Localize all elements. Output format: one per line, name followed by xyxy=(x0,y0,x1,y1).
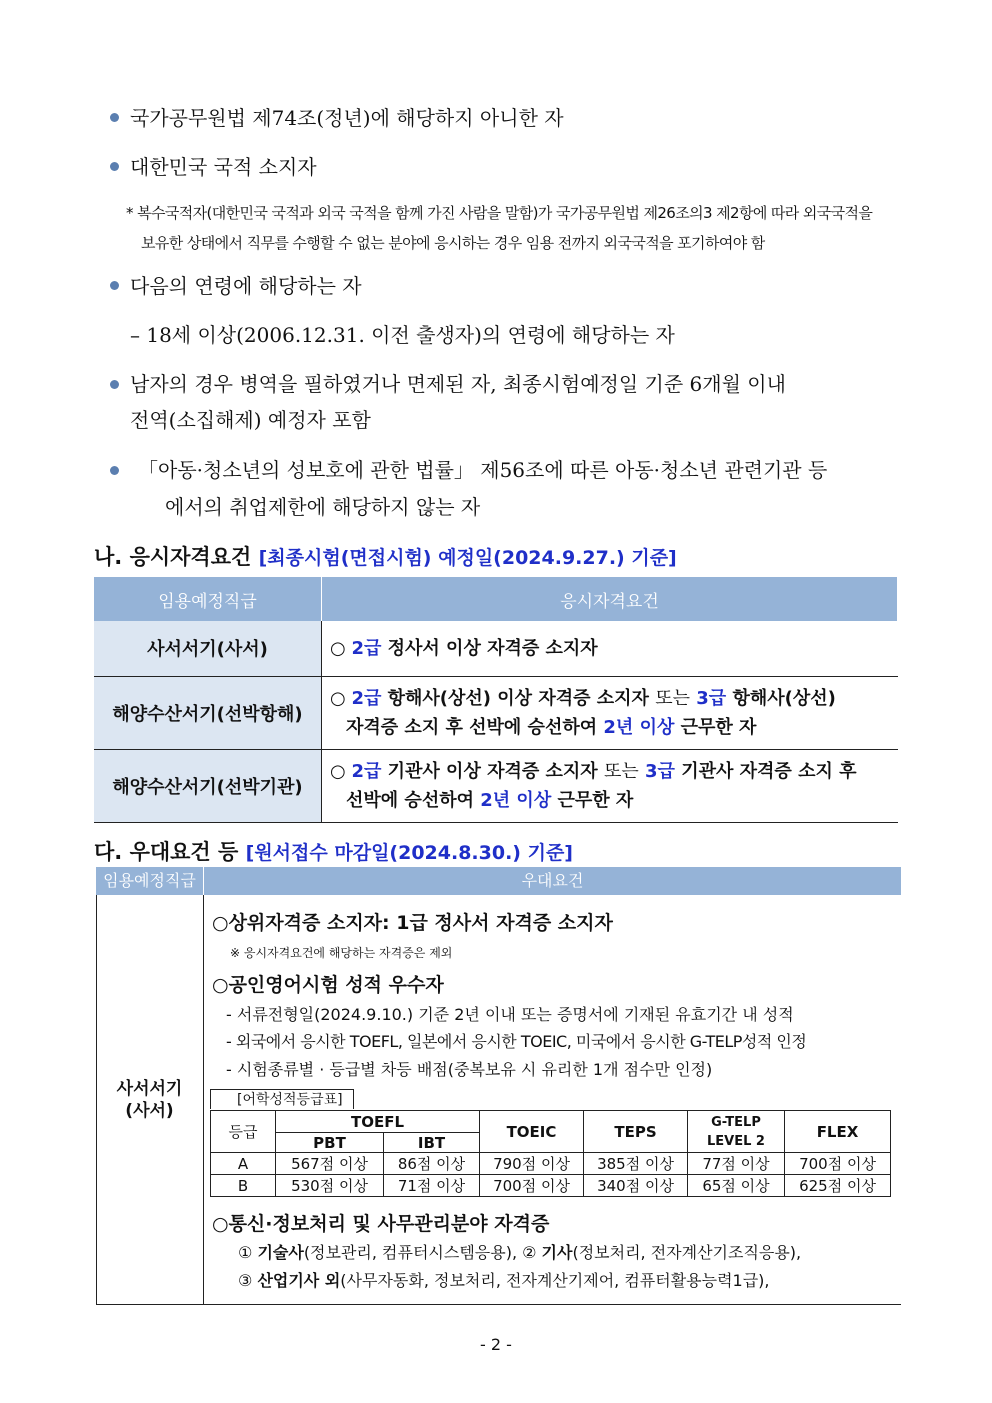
section-na-basis: [최종시험(면접시험) 예정일(2024.9.27.) 기준] xyxy=(258,547,677,569)
pref-it-line1: ① 기술사(정보관리, 컴퓨터시스템응용), ② 기사(정보처리, 전자계산기조직응용), xyxy=(238,1243,802,1262)
bullet-dot xyxy=(110,466,119,475)
bullet-retirement: 국가공무원법 제74조(정년)에 해당하지 아니한 자 xyxy=(130,106,564,130)
pref-english-line3: - 시험종류별 · 등급별 차등 배점(중복보유 시 유리한 1개 점수만 인정) xyxy=(226,1060,713,1079)
pref-grade: 사서서기 (사서) xyxy=(116,1079,183,1121)
pref-item-it-license: ○통신·정보처리 및 사무관리분야 자격증 xyxy=(212,1213,550,1235)
bullet-child-line1: 「아동·청소년의 성보호에 관한 법률」 제56조에 따른 아동·청소년 관련기관 등 xyxy=(138,458,828,482)
pref-header-grade: 임용예정직급 xyxy=(96,867,204,895)
qual-req-navigation: ○ 2급 항해사(상선) 이상 자격증 소지자 또는 3급 항해사(상선) 자격증 소지 후 선박에 승선하여 2년 이상 근무한 자 xyxy=(322,676,898,749)
score-header-ibt: IBT xyxy=(384,1133,480,1153)
score-header-gtelp: G-TELP LEVEL 2 xyxy=(688,1111,785,1153)
bullet-dot xyxy=(110,162,119,171)
section-na-title: 나. 응시자격요건 xyxy=(94,545,252,569)
score-row-b: B 530점 이상 71점 이상 700점 이상 340점 이상 65점 이상 625점 이상 xyxy=(211,1175,891,1197)
score-header-teps: TEPS xyxy=(584,1111,688,1153)
pref-item-english: ○공인영어시험 성적 우수자 xyxy=(212,974,444,996)
age-requirement: – 18세 이상(2006.12.31. 이전 출생자)의 연령에 해당하는 자 xyxy=(130,323,675,347)
bullet-dot xyxy=(110,113,119,122)
score-row-a: A 567점 이상 86점 이상 790점 이상 385점 이상 77점 이상 700점 이상 xyxy=(211,1153,891,1175)
qual-req-engine: ○ 2급 기관사 이상 자격증 소지자 또는 3급 기관사 자격증 소지 후 선박에 승선하여 2년 이상 근무한 자 xyxy=(322,749,898,822)
qualification-table xyxy=(94,577,898,823)
bullet-dot xyxy=(110,281,119,290)
score-header-toeic: TOEIC xyxy=(480,1111,584,1153)
score-header-toefl: TOEFL xyxy=(276,1111,480,1133)
qual-header-grade: 임용예정직급 xyxy=(94,577,322,621)
bullet-child-line2: 에서의 취업제한에 해당하지 않는 자 xyxy=(165,495,481,519)
bullet-nationality: 대한민국 국적 소지자 xyxy=(130,155,317,179)
pref-english-line1: - 서류전형일(2024.9.10.) 기준 2년 이내 또는 증명서에 기재된 유효기간 내 성적 xyxy=(226,1005,794,1024)
section-da-basis: [원서접수 마감일(2024.8.30.) 기준] xyxy=(245,842,573,864)
nationality-note-line1: * 복수국적자(대한민국 국적과 외국 국적을 함께 가진 사람을 말함)가 국가공무원법 제26조의3 제2항에 따라 외국국적을 xyxy=(126,204,873,222)
page-number: - 2 - xyxy=(480,1335,512,1354)
nationality-note-line2: 보유한 상태에서 직무를 수행할 수 없는 분야에 응시하는 경우 임용 전까지 외국국적을 포기하여야 함 xyxy=(141,234,765,252)
pref-item-license: ○상위자격증 소지자: 1급 정사서 자격증 소지자 xyxy=(212,912,613,934)
pref-table-header xyxy=(96,867,901,895)
qual-header-requirement: 응시자격요건 xyxy=(322,577,898,621)
score-header-pbt: PBT xyxy=(276,1133,384,1153)
bullet-military-line2: 전역(소집해제) 예정자 포함 xyxy=(130,408,371,432)
score-header-flex: FLEX xyxy=(785,1111,891,1153)
qual-grade-navigation: 해양수산서기(선박항해) xyxy=(94,676,322,749)
qual-grade-engine: 해양수산서기(선박기관) xyxy=(94,749,322,822)
section-na-heading xyxy=(94,541,677,571)
pref-table-divider xyxy=(203,895,204,1305)
pref-it-line2: ③ 산업기사 외(사무자동화, 정보처리, 전자계산기제어, 컴퓨터활용능력1급), xyxy=(238,1271,770,1290)
score-header-grade: 등급 xyxy=(211,1111,276,1153)
bullet-dot xyxy=(110,380,119,389)
pref-table-bottom xyxy=(96,1304,901,1305)
qual-grade-librarian: 사서서기(사서) xyxy=(94,621,322,676)
pref-english-line2: - 외국에서 응시한 TOEFL, 일본에서 응시한 TOEIC, 미국에서 응시한 G-TELP성적 인정 xyxy=(226,1032,807,1051)
section-da-heading xyxy=(94,836,573,866)
section-da-title: 다. 우대요건 등 xyxy=(94,840,239,864)
bullet-military-line1: 남자의 경우 병역을 필하였거나 면제된 자, 최종시험예정일 기준 6개월 이내 xyxy=(130,372,786,396)
qual-req-librarian: ○ 2급 정사서 이상 자격증 소지자 xyxy=(322,621,898,676)
bullet-age: 다음의 연령에 해당하는 자 xyxy=(130,274,362,298)
pref-item-license-note: ※ 응시자격요건에 해당하는 자격증은 제외 xyxy=(230,946,453,960)
pref-header-requirement: 우대요건 xyxy=(521,871,584,890)
score-table-caption: [어학성적등급표] xyxy=(210,1089,354,1109)
score-table xyxy=(210,1110,891,1197)
